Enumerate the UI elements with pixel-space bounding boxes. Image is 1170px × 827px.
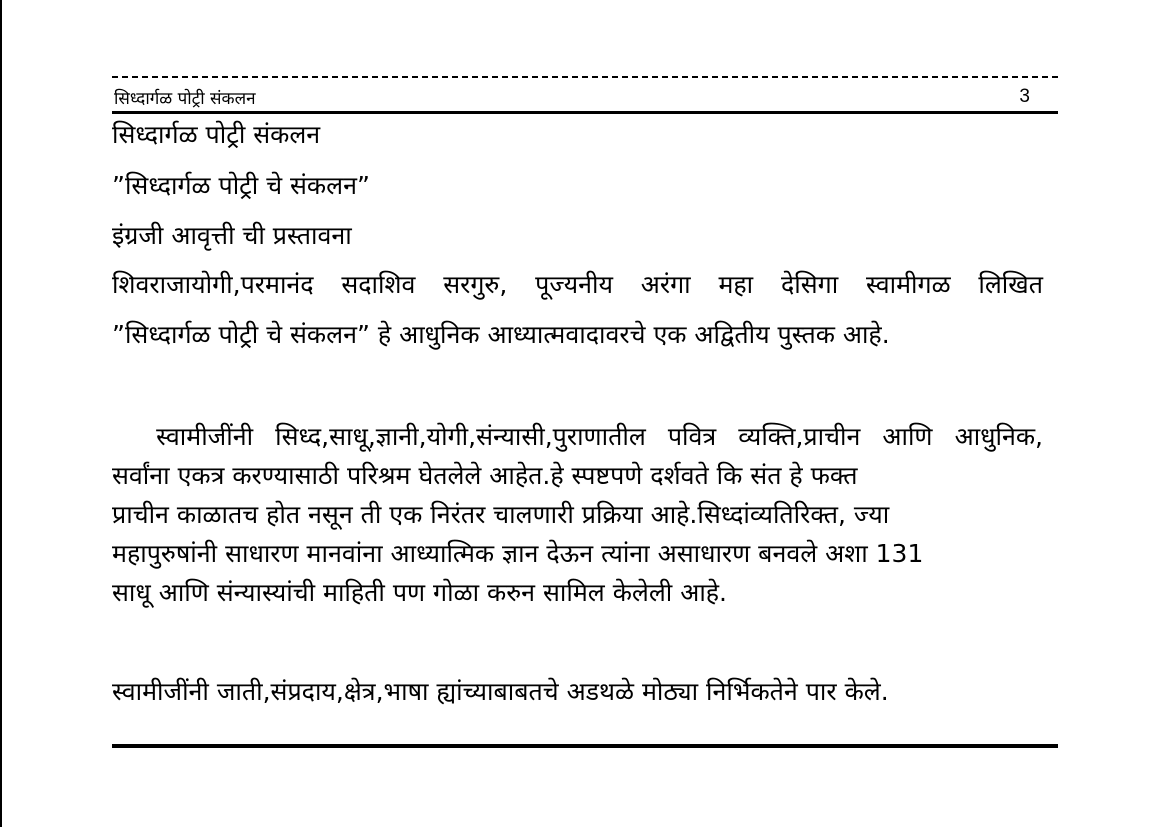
document-title: सिध्दार्गळ पोट्री संकलन bbox=[112, 120, 321, 149]
document-page bbox=[112, 68, 1058, 758]
header-rule bbox=[112, 111, 1058, 114]
intro-line-1: शिवराजायोगी,परमानंद सदाशिव सरगुरु, पूज्यनीय अरंगा महा देसिगा स्वामीगळ लिखित bbox=[112, 270, 1043, 299]
paragraph-1-line-2: सर्वांना एकत्र करण्यासाठी परिश्रम घेतलेले आहेत.हे स्पष्टपणे दर्शवते कि संत हे फक्त bbox=[112, 461, 858, 490]
paragraph-1-line-1: स्वामीजींनी सिध्द,साधू,ज्ञानी,योगी,संन्यासी,पुराणातील पवित्र व्यक्ति,प्राचीन आणि आधुनिक, bbox=[112, 422, 1043, 451]
paragraph-2-line-1: स्वामीजींनी जाती,संप्रदाय,क्षेत्र,भाषा ह्यांच्याबाबतचे अडथळे मोठ्या निर्भिकतेने पार केले. bbox=[112, 677, 889, 706]
book-title-line: ”सिध्दार्गळ पोट्री चे संकलन” bbox=[112, 171, 370, 200]
page-number: 3 bbox=[1019, 86, 1030, 107]
running-header-title: सिध्दार्गळ पोट्री संकलन bbox=[114, 89, 256, 109]
footer-rule bbox=[112, 744, 1058, 748]
paragraph-1-line-5: साधू आणि संन्यास्यांची माहिती पण गोळा करुन सामिल केलेली आहे. bbox=[112, 578, 727, 607]
intro-line-2: ”सिध्दार्गळ पोट्री चे संकलन” हे आधुनिक आध्यात्मवादावरचे एक अद्वितीय पुस्तक आहे. bbox=[112, 320, 890, 349]
header-dashed-rule bbox=[112, 76, 1058, 78]
paragraph-1-line-4: महापुरुषांनी साधारण मानवांना आध्यात्मिक ज्ञान देऊन त्यांना असाधारण बनवले अशा 131 bbox=[112, 539, 924, 568]
paragraph-1-line-3: प्राचीन काळातच होत नसून ती एक निरंतर चालणारी प्रक्रिया आहे.सिध्दांव्यतिरिक्त, ज्या bbox=[112, 500, 890, 529]
section-heading: इंग्रजी आवृत्ती ची प्रस्तावना bbox=[112, 221, 352, 250]
page-left-border bbox=[0, 0, 2, 827]
